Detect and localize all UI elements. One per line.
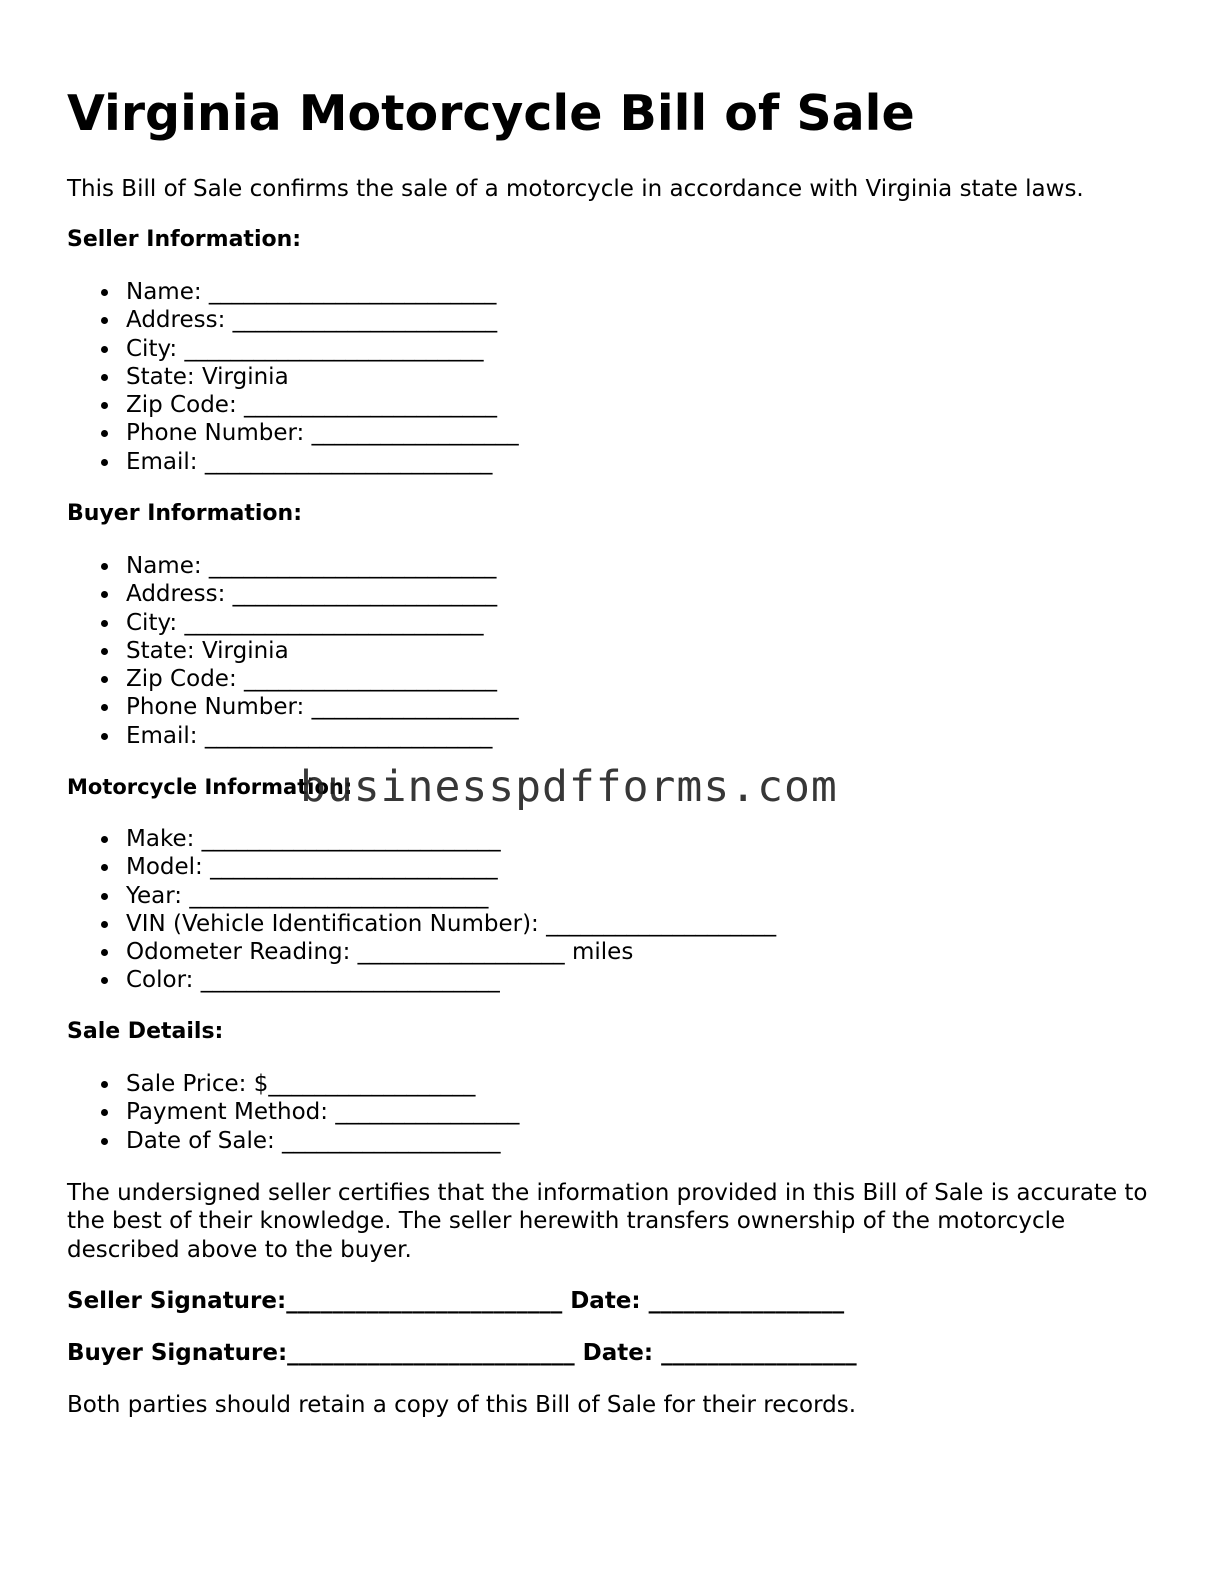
seller-city-field: City: __________________________ [126, 335, 519, 363]
payment-method-field: Payment Method: ________________ [126, 1099, 520, 1126]
motorcycle-make-field: Make: __________________________ [126, 825, 776, 853]
seller-phone-field: Phone Number: __________________ [126, 420, 519, 447]
motorcycle-year-field: Year: __________________________ [126, 882, 776, 910]
buyer-state-field: State: Virginia [126, 637, 519, 665]
seller-heading: Seller Information: [67, 227, 302, 252]
seller-state-field: State: Virginia [126, 363, 519, 391]
sale-fields [67, 1070, 519, 1155]
date-of-sale-field: Date of Sale: ___________________ [126, 1127, 519, 1155]
buyer-heading: Buyer Information: [67, 501, 302, 526]
buyer-city-field: City: __________________________ [126, 609, 519, 637]
seller-zip-field: Zip Code: ______________________ [126, 391, 519, 419]
motorcycle-vin-field: VIN (Vehicle Identification Number): ____________________ [126, 910, 777, 937]
buyer-name-field: Name: _________________________ [126, 552, 519, 580]
motorcycle-model-field: Model: _________________________ [126, 853, 776, 881]
sale-heading: Sale Details: [67, 1019, 224, 1044]
certification-text: The undersigned seller certifies that the information provided in this Bill of Sale is accurate to the best of their knowledge. The seller herewith transfers ownership of the motorcycle described above to the buyer. [67, 1180, 1148, 1263]
watermark-text: businesspdfforms.com [300, 762, 838, 812]
motorcycle-fields [67, 825, 776, 995]
seller-fields [67, 278, 519, 476]
buyer-email-field: Email: _________________________ [126, 722, 519, 750]
seller-email-field: Email: _________________________ [126, 448, 519, 476]
closing-text: Both parties should retain a copy of this Bill of Sale for their records. [67, 1392, 857, 1418]
buyer-fields [67, 552, 519, 750]
seller-signature-line: Seller Signature:________________________ Date: _________________ [67, 1288, 845, 1314]
buyer-signature-line: Buyer Signature:_________________________ Date: _________________ [67, 1340, 857, 1366]
sale-price-field: Sale Price: $__________________ [126, 1070, 519, 1098]
seller-name-field: Name: _________________________ [126, 278, 519, 306]
buyer-address-field: Address: _______________________ [126, 580, 519, 608]
motorcycle-color-field: Color: __________________________ [126, 966, 776, 994]
motorcycle-heading: Motorcycle Information: [67, 775, 353, 799]
buyer-phone-field: Phone Number: __________________ [126, 694, 519, 721]
intro-text: This Bill of Sale confirms the sale of a motorcycle in accordance with Virginia state laws. [67, 176, 1084, 202]
seller-address-field: Address: _______________________ [126, 306, 519, 334]
page-title: Virginia Motorcycle Bill of Sale [67, 85, 915, 142]
buyer-zip-field: Zip Code: ______________________ [126, 665, 519, 693]
motorcycle-odometer-field: Odometer Reading: __________________ miles [126, 938, 776, 966]
